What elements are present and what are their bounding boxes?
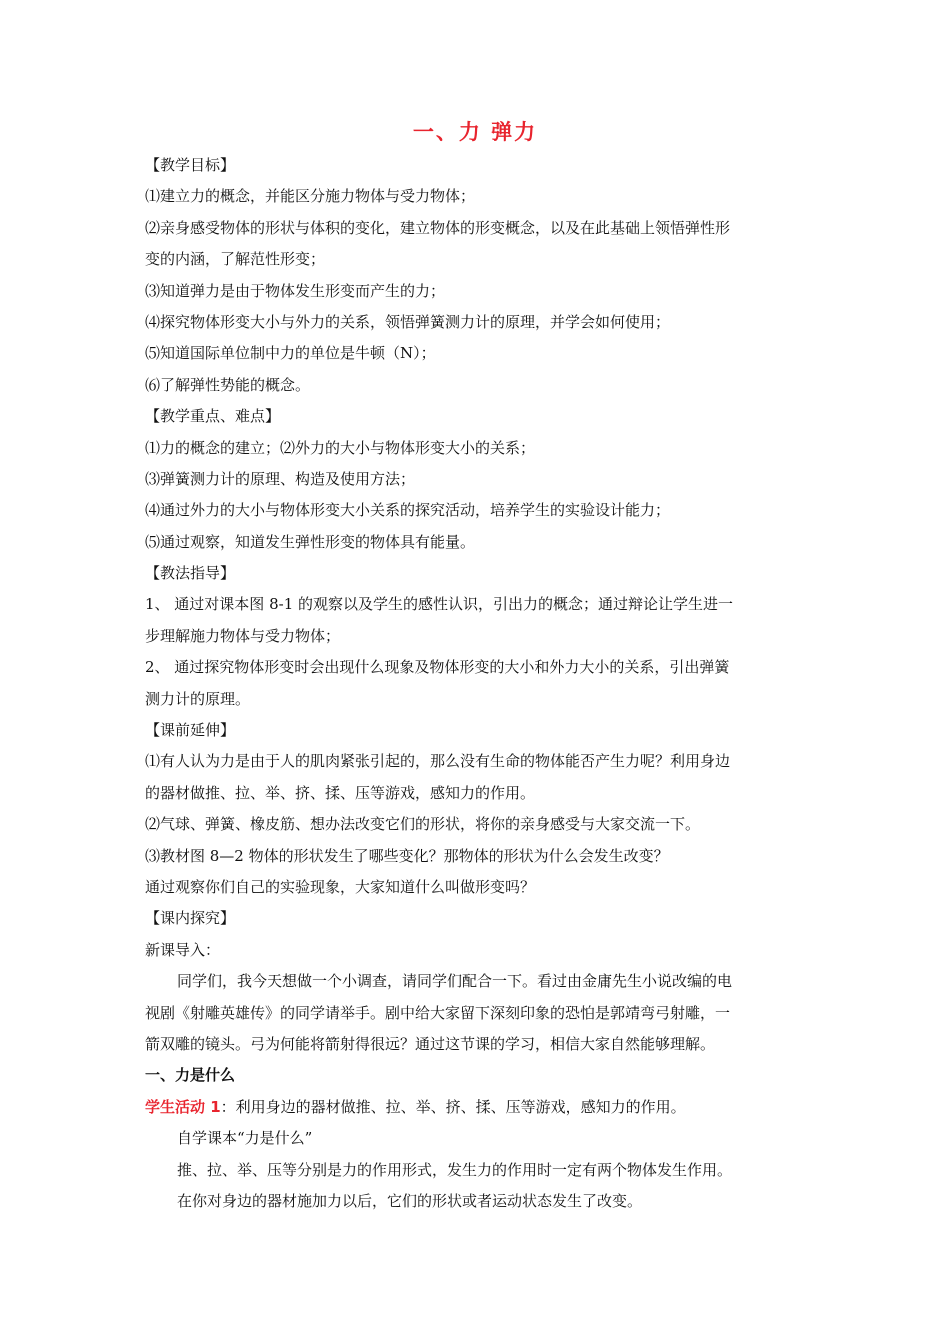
text-line: 变的内涵，了解范性形变； — [145, 250, 326, 269]
text-line: 推、拉、举、压等分别是力的作用形式，发生力的作用时一定有两个物体发生作用。 — [177, 1160, 733, 1179]
text-line: ⑷探究物体形变大小与外力的关系，领悟弹簧测力计的原理，并学会如何使用； — [145, 312, 671, 331]
text-line: ⑶知道弹力是由于物体发生形变而产生的力； — [145, 281, 446, 300]
text-line: 自学课本“力是什么” — [177, 1129, 313, 1148]
section-heading-key-points: 【教学重点、难点】 — [145, 407, 281, 426]
document-body — [145, 150, 815, 1217]
text-line: ⑶教材图 8—2 物体的形状发生了哪些变化？那物体的形状为什么会发生改变？ — [145, 846, 669, 865]
text-line: ⑷通过外力的大小与物体形变大小关系的探究活动，培养学生的实验设计能力； — [145, 501, 671, 520]
section-heading-method: 【教法指导】 — [145, 564, 236, 583]
text-line: ⑵亲身感受物体的形状与体积的变化，建立物体的形变概念，以及在此基础上领悟弹性形 — [145, 218, 731, 237]
page-title: 一、力 弹力 — [412, 120, 538, 144]
text-line: ⑴建立力的概念，并能区分施力物体与受力物体； — [145, 187, 476, 206]
section-heading-pre-class: 【课前延伸】 — [145, 721, 236, 740]
text-line: 步理解施力物体与受力物体； — [145, 626, 341, 645]
text-line: ⑶弹簧测力计的原理、构造及使用方法； — [145, 469, 416, 488]
text-line: ⑸通过观察，知道发生弹性形变的物体具有能量。 — [145, 532, 476, 551]
text-line: 测力计的原理。 — [145, 689, 251, 708]
text-line: 箭双雕的镜头。弓为何能将箭射得很远？通过这节课的学习，相信大家自然能够理解。 — [145, 1034, 716, 1053]
section-heading-in-class: 【课内探究】 — [145, 909, 236, 928]
text-line: ⑸知道国际单位制中力的单位是牛顿（N）； — [145, 344, 436, 363]
text-line: 的器材做推、拉、举、挤、揉、压等游戏，感知力的作用。 — [145, 783, 536, 802]
text-line: 视剧《射雕英雄传》的同学请举手。剧中给大家留下深刻印象的恐怕是郭靖弯弓射雕，一 — [145, 1003, 731, 1022]
text-line: 同学们，我今天想做一个小调查，请同学们配合一下。看过由金庸先生小说改编的电 — [177, 972, 733, 991]
section-heading-objectives: 【教学目标】 — [145, 156, 236, 174]
text-line: 通过观察你们自己的实验现象，大家知道什么叫做形变吗？ — [145, 877, 536, 896]
text-line: ⑴有人认为力是由于人的肌肉紧张引起的，那么没有生命的物体能否产生力呢？利用身边 — [145, 752, 731, 771]
text-line: 2、 通过探究物体形变时会出现什么现象及物体形变的大小和外力大小的关系，引出弹簧 — [145, 658, 730, 677]
subsection-heading: 一、力是什么 — [145, 1066, 236, 1085]
text-line: ⑴力的概念的建立；⑵外力的大小与物体形变大小的关系； — [145, 438, 536, 457]
text-line: ⑹了解弹性势能的概念。 — [145, 375, 311, 394]
activity-text: ：利用身边的器材做推、拉、举、挤、揉、压等游戏，感知力的作用。 — [220, 1097, 686, 1116]
activity-line — [145, 1092, 815, 1123]
text-line: 新课导入： — [145, 940, 221, 959]
text-line: 在你对身边的器材施加力以后，它们的形状或者运动状态发生了改变。 — [177, 1191, 643, 1210]
text-line: ⑵气球、弹簧、橡皮筋、想办法改变它们的形状，将你的亲身感受与大家交流一下。 — [145, 815, 701, 834]
activity-label: 学生活动 1 — [145, 1097, 221, 1116]
text-line: 1、 通过对课本图 8-1 的观察以及学生的感性认识，引出力的概念；通过辩论让学生进一 — [145, 595, 734, 614]
